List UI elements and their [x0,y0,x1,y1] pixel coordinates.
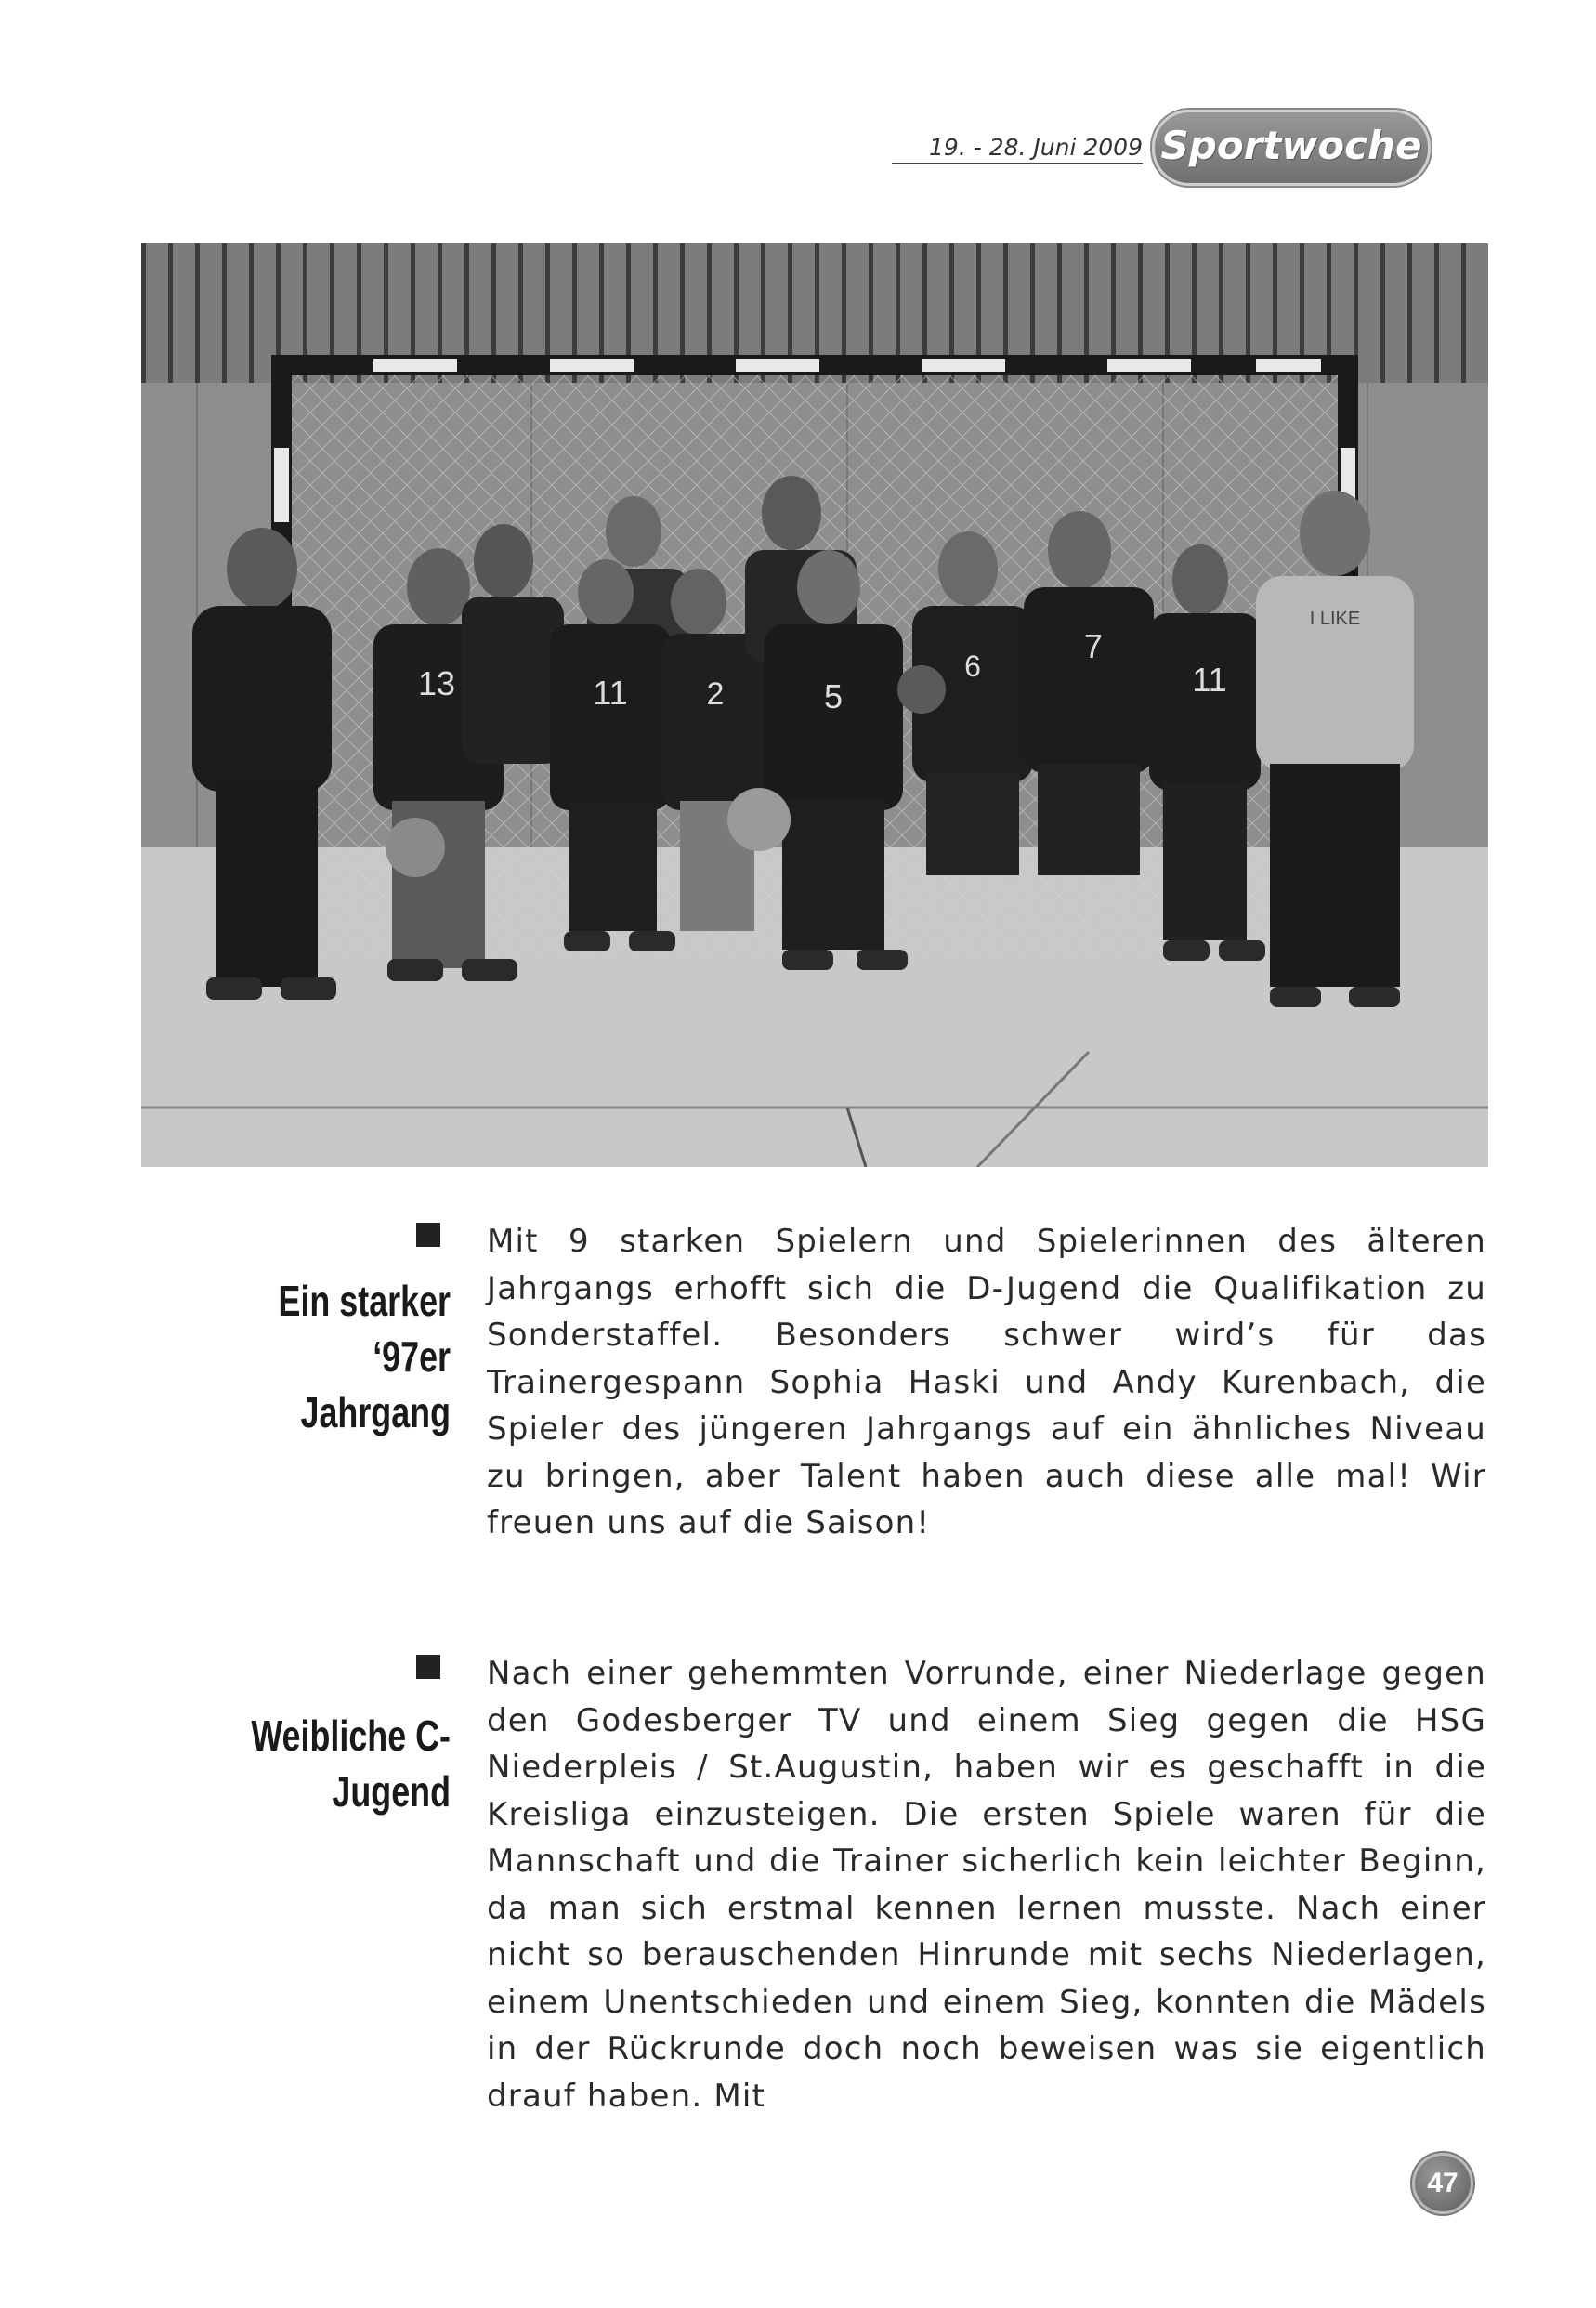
jersey-number: 7 [1083,627,1104,665]
section-marker [416,1223,440,1247]
shirt-print: I LIKE [1309,609,1361,629]
section-body: Mit 9 starken Spielern und Spielerinnen des älteren Jahrgangs erhofft sich die D-Jugend die Qualifikation zu Sonderstaffel. Besonders schwer wird’s für das Trainergespann Sophia Haski und Andy Kurenbach, die Spieler des jüngeren Jahrgangs auf ein ähnliches Niveau zu bringen, aber Talent haben auch diese alle mal! Wir freuen uns auf die Saison! [487,1223,1486,1541]
section-heading [218,1273,451,1440]
heading-line: Weibliche C- [251,1711,451,1760]
jersey-number: 13 [417,664,456,702]
page-number: 47 [1415,2156,1471,2211]
magazine-title: Sportwoche [1160,123,1422,168]
jersey-number: 11 [1192,661,1227,699]
jersey-number: 5 [823,677,844,715]
team-photo [141,243,1488,1167]
jersey-number: 2 [706,676,725,712]
section-marker [416,1655,440,1679]
jersey-number: 6 [964,649,981,683]
team-photo-illustration [141,243,1488,1167]
section-heading [218,1708,451,1819]
issue-date: 19. - 28. Juni 2009 [892,134,1143,164]
section-body: Nach einer gehemmten Vorrunde, einer Niederlage gegen den Godesberger TV und einem Sieg gegen die HSG Niederpleis / St.Augustin, haben wir es geschafft in die Kreisliga einzusteigen. Die ersten Spiele waren für die Mannschaft und die Trainer sicherlich kein leichter Beginn, da man sich erstmal kennen lernen musste. Nach einer nicht so berauschenden Hinrunde mit sechs Niederlagen, einem Unentschieden und einem Sieg, konnten die Mädels in der Rückrunde doch noch beweisen was sie eigentlich drauf haben. Mit [487,1655,1486,2115]
heading-line: Jugend [332,1767,451,1816]
magazine-badge [1152,110,1431,186]
heading-line: Ein starker ‘97er [278,1277,451,1381]
jersey-number: 11 [593,674,628,712]
heading-line: Jahrgang [300,1388,451,1436]
page-header [873,104,1468,193]
